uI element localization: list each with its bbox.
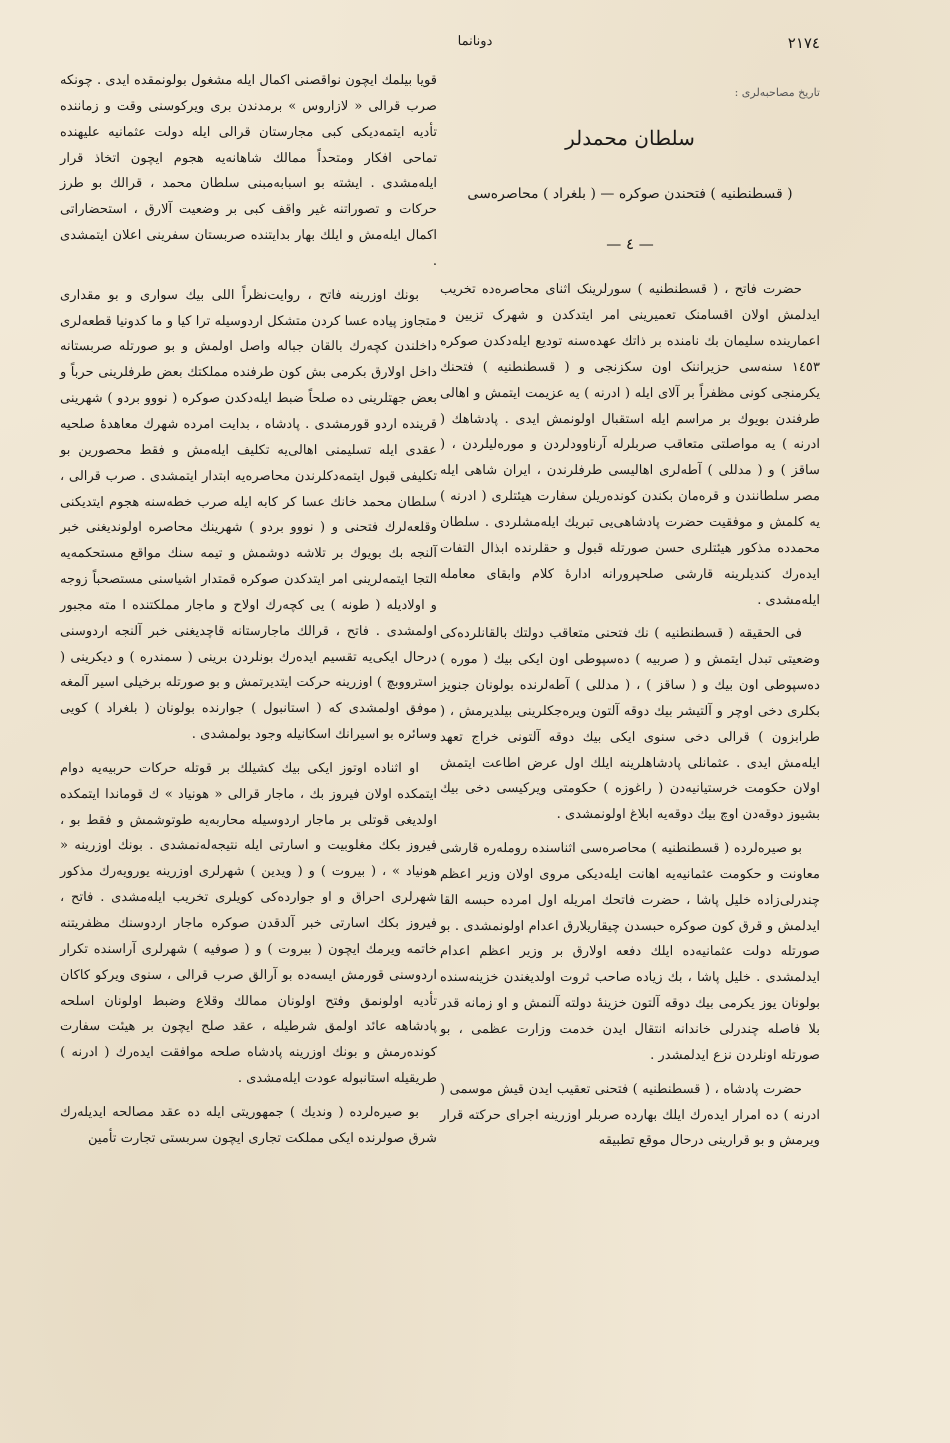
right-column xyxy=(440,68,820,1154)
page-header xyxy=(60,34,890,60)
part-number: — ٤ — xyxy=(606,234,654,253)
paragraph: بونك اوزرینه فاتح ، روایت‌نظراً اللی بیك سواری و بو مقداری متجاوز پیاده عسا کردن متشکل اردوسیله ترا کیا و ما کدونیا قطعه‌لری داخلندن کچەرك بالقان جباله واصل اولمش و بو صورتله صربستانه داخل اولارق بکرمی بش کون طرفنده مملکتك بعض طرفلرینی حرباً و بعض جهتلرینی ده صلحاً ضبط ایله‌دکدن صوکره ( نووو بردو ) شهرینی قرینده اردو قورمشدی . پادشاه ، بدایت امرده شهرك معاهدهٔ صلحیه عقدی ایله تسلیمنی اهالی‌یه تکلیف ایله‌مش و فقط محصورین بو تکلیفی قبول ایتمه‌دکلرندن محاصره‌یه ابتدار ایتمشدی . صرب قرالی ، سلطان محمد خانك عسا کر کابه ایله صرب خطه‌سنه هجوم ایتدیکنی وقلعه‌لرك فتحنی و ( نووو بردو ) شهرینك محاصره اولوندیغنی خبر آلنجه بك بویوك بر تلاشه دوشمش و تیمه سنك مواقع مستحکمه‌یه التجا ایتمه‌لرینی امر ایتدکدن صوکره قمتدار اشیاسنی مستصحباً زوجه و اولادیله ( طونه ) یی کچه‌رك اولاح و ماجار مملکتنده ا متە مجبور اولمشدی . فاتح ، قرالك ماجارستانه قاچدیغنی خبر آلنجه اردوسنی درحال ایکی‌یه تقسیم ایده‌رك بونلردن برینی ( سمندره ) و دیکرینی ( استرووبچ ) اوزرینه حرکت ایتدیرتمش و بو صورتله برخیلی اسیر آلمغه موفق اولمشدی که ( استانبول ) جوارنده بولونان ( بلغراد ) کویی وسائره بو اسیرانك اسکانیله وجود بولمشدی . xyxy=(60,287,437,743)
section-label: تاریخ مصاحبه‌لری : xyxy=(734,86,820,99)
left-column xyxy=(60,68,437,1152)
paragraph: قویا بیلمك ایچون نواقصنی اکمال ایله مشغول بولونمقده ایدی . چونکه صرب قرالی « لازاروس » برمدندن بری ویرکوسنی وقت و زماننده تأدیه ایتمه‌دیکی کبی مجارستان قرالی ایله دولت عثمانیه علیهنده تماحی افکار ومتحداً ممالك شاهانه‌یه هجوم ایچون اتخاذ قرار ایله‌مشدی . ایشته بو اسبابه‌مبنی سلطان محمد ، قرالك بو طرز حرکات و تصوراتنه غیر واقف کبی بر وضعیت آلارق ، استحضاراتی اکمال ایله‌مش و ایلك بهار بدایتنده صربستان سفرینی اعلان ایتمشدی . xyxy=(60,73,437,269)
article-subtitle: ( قسطنطنیه ) فتحندن صوکره — ( بلغراد ) محاصره‌سی xyxy=(467,185,793,202)
page-number: ٢١٧٤ xyxy=(787,34,820,52)
paragraph: بو صیره‌لرده ( وندیك ) جمهوریتی ایله ده عقد مصالحه ایدیله‌رك شرق صولرنده ایکی مملکت تجاری ایچون سربستی تجارت تأمین xyxy=(60,1104,437,1146)
article-title: سلطان محمدلر xyxy=(565,125,695,150)
paragraph: حضرت فاتح ، ( قسطنطنیه ) سورلرینک اثنای محاصره‌ده تخریب ایدلمش اولان اقسامنک تعمیرینی امر ایتدکدن و شهرک تزیین و اعمارینده سلیمان بك نامنده بر ذاتك عهده‌سنه تودیع ایله‌دکدن صوکره ١٤٥٣ سنه‌سی حزیراننک اون سکزنجی و ( قسطنطنیه ) فتحنك یکرمنجی کونی مظفراً بر آلای ایله ( ادرنه ) یه عزیمت ایتمش و اهالی طرفندن بویوك بر مراسم ایله استقبال اولونمش ایدی . پادشاهك ( ادرنه ) یه مواصلتی متعاقب صربلرله آرناوودلردن و موره‌لیلردن ، ( ساقز ) و ( مدللی ) آطه‌لری اهالیسی طرفلرندن ، ایران شاهی ایله مصر سلطانندن و قرەمان بکندن کوندەریلن سفارت هیئتلری ( ادرنه ) یه کلمش و موفقیت حضرت پادشاهی‌یی تبریك ایله‌مشلردی . سلطان محمدده مذکور هیئتلری حسن صورتله قبول و حقلرنده ابذال التفات ایدەرك کندیلرینه قارشی صلحپرورانه ادارهٔ کلام وابقای معامله ایله‌مشدی . xyxy=(440,282,820,608)
paragraph: او اثناده اوتوز ایکی بیك کشیلك بر قوتله حرکات حربیه‌یه دوام ایتمکده اولان فیروز بك ، ماجار قرالی « هونیاد » ك قوماندا ایتمکده اولدیغی قوتلی بر ماجار اردوسیله محاربه‌یه طوتوشمش و فقط بو ، فیروز بکك مغلوبیت و اسارتی ایله نتیجه‌لەنمشدی . بونك اوزرینه « هونیاد » ، ( بیروت ) و ( ویدین ) شهرلری اوزرینه یورویه‌رك مذکور شهرلری احراق و او جوارده‌کی کویلری تخریب ایله‌مشدی . فاتح ، فیروز بکك اسارتی خبر آلدقدن صوکره ماجار اردوسنك مظفریتنه خاتمه ویرمك ایچون ( بیروت ) و ( صوفیه ) شهرلری آراسنده تکرار اردوسنی قورمش ایسه‌ده بو آرالق صرب قرالی ، سنوی ویرکو کاکان تأدیه اولونمق وفتح اولونان ممالك وقلاع وضبط اولونان اسلحه پادشاهه عائد اولمق شرطیله ، عقد صلح ایچون بر هیئت سفارت کوندەرمش و بونك اوزرینه پادشاه صلحه موافقت ایده‌رك ( ادرنه ) طریقیله استانبوله عودت ایله‌مشدی . xyxy=(60,760,438,1087)
paragraph: فی الحقیقه ( قسطنطنیه ) نك فتحنی متعاقب دولتك بالقانلرده‌کی وضعیتی تبدل ایتمش و ( صربیه ) ده‌سپوطی اون ایکی بیك ( موره ) ده‌سپوطی اون بیك و ( ساقز ) ، ( مدللی ) آطه‌لرنده بولونان جنویز بکلری دخی اوچر و آلتیشر بیك دوقه آلتون ویره‌جکلرینی بیلدیرمش ، ( طرابزون ) قرالی دخی سنوی ایکی بیك دوقه آلتونی خراج تعهد ایله‌مش ایدی . عثمانلی پادشاهلرینه ایلك اول عرض اطاعت ایتمش اولان حکومت خرستیانیه‌دن ( راغوزه ) حکومتی ویرکیسی دخی بیك بشیوز دوقه‌دن اوچ بیك دوقه‌یه ابلاغ اولونمشدی . xyxy=(440,626,820,823)
paragraph: بو صیره‌لرده ( قسطنطنیه ) محاصره‌سی اثناسنده رومله‌ره قارشی معاونت و حکومت عثمانیه‌یه اهانت ایله‌دیکی مروی اولان وزیر اعظم چندرلی‌زاده خلیل پاشا ، حضرت فاتحك امریله اول امرده حبسه القا ایدلمش و قرق کون صوکره حبسدن چیقاریلارق اعدام اولونمشدی . بو صورتله دولت عثمانیه‌ده ایلك دفعه اولارق بر وزیر اعظم اعدام ایدلمشدی . خلیل پاشا ، بك زیاده صاحب ثروت اولدیغندن خزینه‌سنده بولونان یوز یکرمی بیك دوقه آلتون خزینهٔ دولته آلنمش و او زمانه قدر بلا فاصله چندرلی خاندانه انتقال ایدن خدمت وزارت عظمی ، بو صورتله اونلردن نزع ایدلمشدر . xyxy=(440,841,820,1063)
paragraph: حضرت پادشاه ، ( قسطنطنیه ) فتحنی تعقیب ایدن قیش موسمی ( ادرنه ) ده امرار ایده‌رك ایلك بهارده صربلر اوزرینه اجرای حرکته قرار ویرمش و بو قرارینی درحال موقع تطبیقه xyxy=(440,1081,820,1149)
running-title: دونانما xyxy=(457,34,493,49)
